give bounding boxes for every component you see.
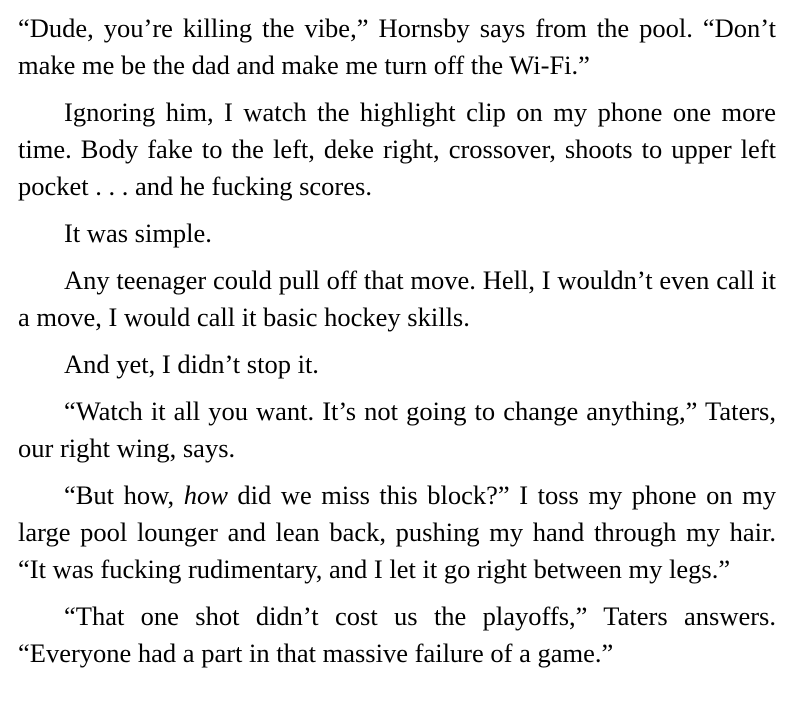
paragraph: It was simple. <box>64 218 212 248</box>
body-text <box>18 10 776 672</box>
paragraph-text: did we miss this block?” I toss my phone on my large pool lounger and lean back, pushing my hand through my hair. “It was fucking rudimentary, and I let it go right between my legs.” <box>18 480 776 584</box>
paragraph: And yet, I didn’t stop it. <box>64 349 319 379</box>
paragraph: “Watch it all you want. It’s not going to change anything,” Taters, our right wing, says. <box>18 396 776 463</box>
paragraph: Ignoring him, I watch the highlight clip on my phone one more time. Body fake to the left, deke right, crossover, shoots to upper left pocket . . . and he fucking scores. <box>18 97 776 201</box>
paragraph: “That one shot didn’t cost us the playoffs,” Taters answers. “Everyone had a part in that massive failure of a game.” <box>18 601 776 668</box>
emphasized-text: how <box>183 480 228 510</box>
paragraph: “Dude, you’re killing the vibe,” Hornsby says from the pool. “Don’t make me be the dad and make me turn off the Wi-Fi.” <box>18 13 776 80</box>
paragraph <box>18 477 776 588</box>
paragraph-text: “But how, <box>64 480 184 510</box>
paragraph: Any teenager could pull off that move. Hell, I wouldn’t even call it a move, I would call it basic hockey skills. <box>18 265 776 332</box>
